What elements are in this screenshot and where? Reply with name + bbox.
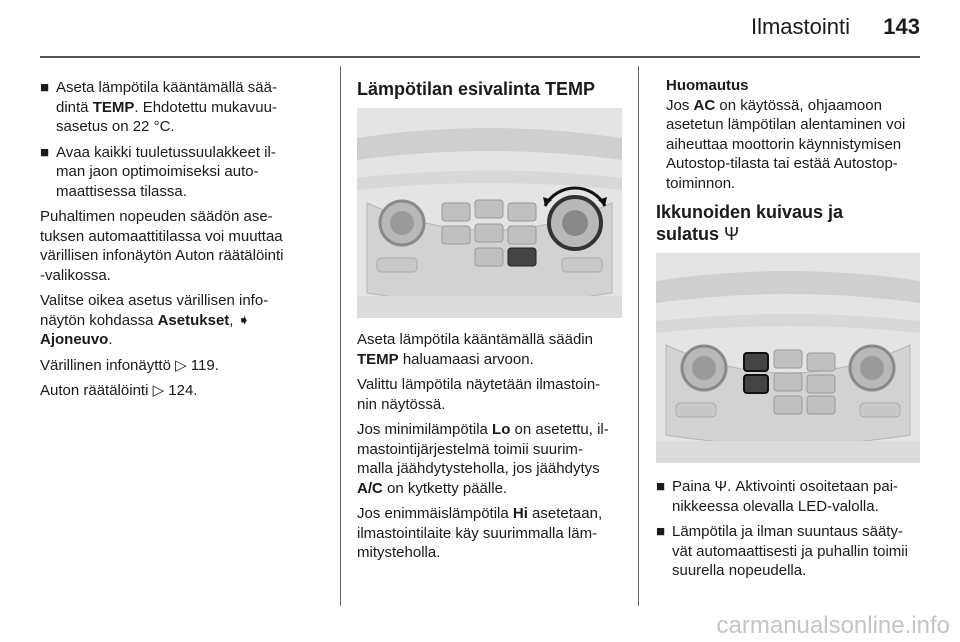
list-item: ■ Paina Ψ. Aktivointi osoitetaan pai- nikkeessa olevalla LED-valolla. — [656, 478, 899, 515]
figure-defrost-control-panel — [656, 253, 920, 463]
note-box — [656, 76, 924, 193]
paragraph: Jos enimmäislämpötila Hi asetetaan, ilmastointilaite käy suurimmalla läm- mitysteholla. — [357, 505, 603, 561]
defrost-icon: Ψ — [724, 224, 740, 244]
watermark-text: carmanualsonline.info — [716, 612, 950, 639]
section-heading: Lämpötilan esivalinta TEMP — [357, 79, 596, 99]
bullet-mark: ■ — [40, 143, 50, 161]
column-1 — [40, 78, 330, 407]
bullet-mark: ■ — [656, 523, 666, 540]
list-item: ■ Aseta lämpötila kääntämällä sää- dintä TEMP. Ehdotettu mukavuu- sasetus on 22 °C. — [40, 79, 277, 135]
cross-reference[interactable]: Värillinen infonäyttö ▷ 119. — [40, 356, 219, 374]
figure-temp-control-panel — [357, 108, 622, 318]
paragraph: Puhaltimen nopeuden säädön ase- tuksen automaattitilassa voi muuttaa värillisen infonäytön Auton räätälöinti -valikossa. — [40, 208, 284, 284]
paragraph: Jos minimilämpötila Lo on asetettu, il- mastointijärjestelmä toimii suurim- malla jäähdytysteholla, jos jäähdytys A/C on kytketty päälle. — [357, 421, 609, 497]
column-divider-2 — [638, 66, 639, 606]
control-panel-illustration — [656, 253, 920, 463]
defrost-icon: Ψ — [714, 478, 728, 495]
page-reference-icon: ▷ — [152, 382, 169, 399]
arrow-icon: ➧ — [237, 311, 251, 329]
list-item: ■ Avaa kaikki tuuletussuulakkeet il- man jaon optimoimiseksi auto- maattisessa tilassa. — [40, 143, 276, 200]
column-3 — [656, 76, 924, 587]
bullet-mark: ■ — [40, 79, 50, 96]
note-text: Jos AC on käytössä, ohjaamoon asetetun lämpötilan alentaminen voi aiheuttaa moottorin käynnistymisen Autostop-tilasta tai estää Autostop- toiminnon. — [666, 96, 906, 192]
paragraph: Valitse oikea asetus värillisen info- näytön kohdassa Asetukset, ➧ Ajoneuvo. — [40, 292, 269, 348]
note-title: Huomautus — [666, 77, 749, 94]
paragraph: Valittu lämpötila näytetään ilmastoin- nin näytössä. — [357, 376, 601, 413]
control-panel-illustration — [357, 108, 622, 318]
header-rule — [40, 56, 920, 58]
paragraph: Aseta lämpötila kääntämällä säädin TEMP haluamaasi arvoon. — [357, 331, 593, 368]
list-item: ■ Lämpötila ja ilman suuntaus sääty- vät automaattisesti ja puhallin toimii suurella nopeudella. — [656, 523, 908, 579]
cross-reference[interactable]: Auton räätälöinti ▷ 124. — [40, 382, 198, 399]
bullet-mark: ■ — [656, 478, 666, 495]
column-divider-1 — [340, 66, 341, 606]
header-title: Ilmastointi — [750, 14, 850, 39]
column-2 — [357, 78, 627, 569]
page-reference-icon: ▷ — [175, 356, 191, 374]
section-heading: Ikkunoiden kuivaus ja sulatus Ψ — [656, 202, 844, 244]
page-number: 143 — [883, 14, 920, 39]
